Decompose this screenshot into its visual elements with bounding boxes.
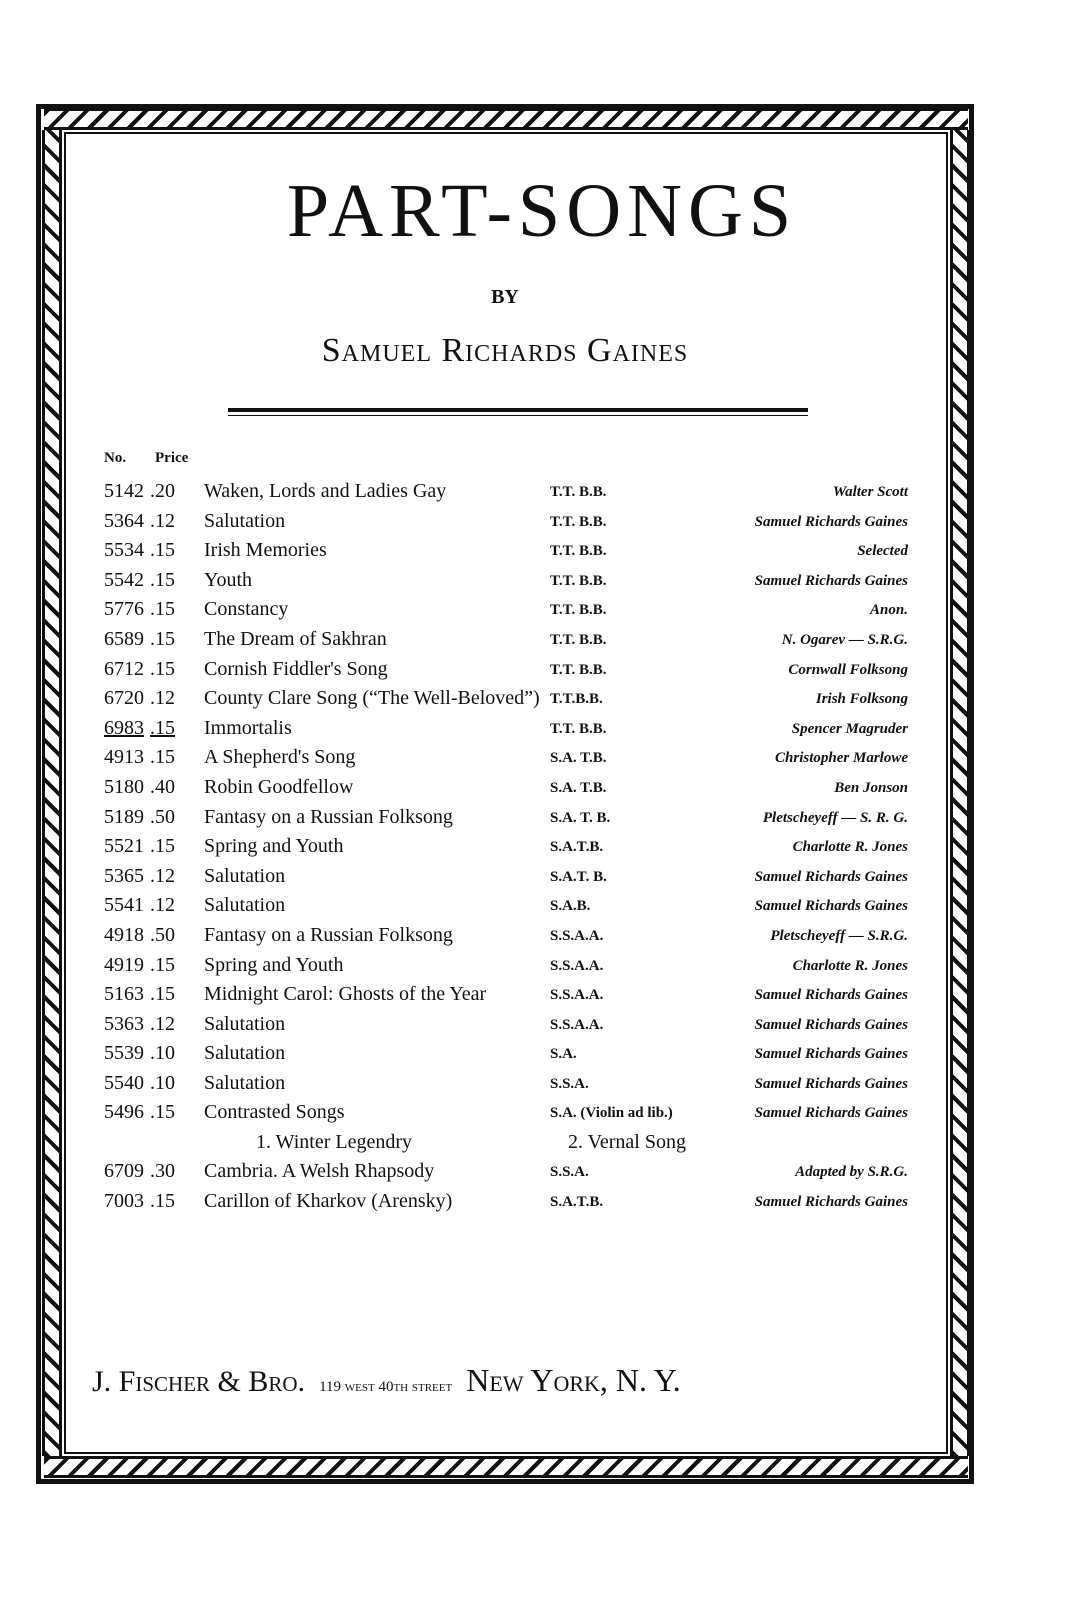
price: .12 bbox=[150, 687, 175, 710]
by-label: BY bbox=[491, 286, 519, 308]
song-title: Contrasted Songs bbox=[204, 1101, 345, 1124]
voicing: S.S.A.A. bbox=[550, 987, 604, 1004]
catalog-number: 5189 bbox=[104, 805, 144, 828]
publisher-city: New York, N. Y. bbox=[466, 1362, 681, 1398]
catalog-number: 5142 bbox=[104, 480, 144, 502]
catalog-entry bbox=[88, 685, 908, 715]
text-author: Adapted by S.R.G. bbox=[795, 1164, 908, 1181]
song-title: Youth bbox=[204, 568, 252, 591]
price: .50 bbox=[150, 923, 175, 946]
song-title: County Clare Song (“The Well-Beloved”) bbox=[204, 687, 540, 710]
price: .15 bbox=[150, 598, 175, 621]
text-author: Charlotte R. Jones bbox=[792, 839, 908, 856]
ornamental-border-left bbox=[42, 130, 62, 1456]
text-author: Christopher Marlowe bbox=[775, 750, 908, 767]
sub-song-title: 2. Vernal Song bbox=[568, 1131, 686, 1154]
page-title: PART-SONGS bbox=[286, 169, 798, 253]
catalog-entry bbox=[88, 833, 908, 863]
voicing: S.A. T.B. bbox=[550, 779, 607, 796]
contrasted-songs-parts bbox=[88, 1129, 908, 1158]
catalog-entry bbox=[88, 1188, 908, 1218]
voicing: S.A. T. B. bbox=[550, 809, 611, 826]
title-rule bbox=[228, 408, 808, 412]
catalog-entry bbox=[88, 981, 908, 1011]
voicing: S.A.T.B. bbox=[550, 839, 604, 856]
catalog-entry bbox=[88, 892, 908, 922]
column-header-no: No. bbox=[104, 450, 127, 466]
text-author: Samuel Richards Gaines bbox=[754, 513, 908, 530]
price: .30 bbox=[150, 1160, 175, 1183]
voicing: S.S.A. bbox=[550, 1164, 589, 1181]
voicing: S.A.B. bbox=[550, 898, 591, 915]
ornamental-border-top bbox=[44, 108, 968, 130]
song-title: A Shepherd's Song bbox=[204, 746, 356, 769]
song-title: Fantasy on a Russian Folksong bbox=[204, 805, 453, 828]
voicing: S.S.A.A. bbox=[550, 1016, 604, 1033]
song-title: Salutation bbox=[204, 894, 286, 917]
text-author: Samuel Richards Gaines bbox=[754, 572, 908, 589]
price: .15 bbox=[150, 953, 175, 976]
text-author: Spencer Magruder bbox=[791, 720, 908, 737]
catalog-entry bbox=[88, 863, 908, 893]
catalog-entry bbox=[88, 1040, 908, 1070]
catalog-entry bbox=[88, 656, 908, 686]
publisher-address: 119 west 40th street bbox=[319, 1379, 453, 1395]
catalog-number: 5776 bbox=[104, 598, 144, 621]
ornamental-border-right bbox=[950, 130, 970, 1456]
voicing: T.T. B.B. bbox=[550, 602, 607, 619]
voicing: T.T. B.B. bbox=[550, 631, 607, 648]
catalog-entry bbox=[88, 804, 908, 834]
price: .15 bbox=[150, 539, 175, 562]
song-title: Constancy bbox=[204, 598, 289, 621]
catalog-entry bbox=[88, 1158, 908, 1188]
text-author: Samuel Richards Gaines bbox=[754, 868, 908, 885]
song-title: Immortalis bbox=[204, 716, 292, 739]
catalog-number: 6589 bbox=[104, 627, 144, 650]
text-author: Samuel Richards Gaines bbox=[754, 987, 908, 1004]
voicing: T.T. B.B. bbox=[550, 543, 607, 560]
column-header-price: Price bbox=[155, 450, 189, 466]
voicing: S.A.T. B. bbox=[550, 868, 607, 885]
voicing: T.T. B.B. bbox=[550, 572, 607, 589]
voicing: S.A. T.B. bbox=[550, 750, 607, 767]
price: .15 bbox=[150, 568, 175, 591]
catalog-number: 5163 bbox=[104, 983, 144, 1006]
price: .15 bbox=[150, 746, 175, 769]
catalog-number: 4919 bbox=[104, 953, 144, 976]
catalog-entry bbox=[88, 537, 908, 567]
text-author: Charlotte R. Jones bbox=[792, 957, 908, 974]
text-author: Anon. bbox=[870, 602, 908, 619]
catalog-entry bbox=[88, 478, 908, 508]
price: .12 bbox=[150, 894, 175, 917]
text-author: Pletscheyeff — S. R. G. bbox=[762, 809, 908, 826]
price: .15 bbox=[150, 657, 175, 680]
price: .15 bbox=[150, 1101, 175, 1124]
song-title: Spring and Youth bbox=[204, 953, 344, 976]
voicing: S.A.T.B. bbox=[550, 1193, 604, 1210]
song-title: Cambria. A Welsh Rhapsody bbox=[204, 1160, 435, 1183]
catalog-entry bbox=[88, 626, 908, 656]
text-author: Walter Scott bbox=[832, 484, 908, 500]
song-title: Robin Goodfellow bbox=[204, 775, 354, 798]
publisher-footer bbox=[92, 1362, 912, 1399]
song-title: Midnight Carol: Ghosts of the Year bbox=[204, 983, 487, 1006]
price: .15 bbox=[150, 835, 175, 858]
song-title: Salutation bbox=[204, 864, 286, 887]
catalog-entry bbox=[88, 1099, 908, 1129]
song-title: Carillon of Kharkov (Arensky) bbox=[204, 1189, 453, 1212]
author-name: Samuel Richards Gaines bbox=[321, 332, 689, 369]
catalog-entry bbox=[88, 596, 908, 626]
text-author: Pletscheyeff — S.R.G. bbox=[770, 927, 908, 944]
song-title: Salutation bbox=[204, 1071, 286, 1094]
catalog-number: 5534 bbox=[104, 539, 144, 562]
voicing: T.T. B.B. bbox=[550, 484, 607, 500]
price: .12 bbox=[150, 509, 175, 532]
catalog-number: 5365 bbox=[104, 864, 144, 887]
publisher-name: J. Fischer & Bro. bbox=[92, 1365, 306, 1398]
text-author: Irish Folksong bbox=[815, 691, 908, 708]
catalog-number: 5542 bbox=[104, 568, 144, 591]
catalog-number: 5539 bbox=[104, 1042, 144, 1065]
text-author: Samuel Richards Gaines bbox=[754, 1016, 908, 1033]
text-author: Samuel Richards Gaines bbox=[754, 1193, 908, 1210]
price: .10 bbox=[150, 1042, 175, 1065]
catalog-number: 6983 bbox=[104, 716, 144, 739]
catalog-entry bbox=[88, 774, 908, 804]
catalog-number: 5541 bbox=[104, 894, 144, 917]
voicing: S.S.A. bbox=[550, 1075, 589, 1092]
voicing: S.S.A.A. bbox=[550, 927, 604, 944]
catalog-entry bbox=[88, 1070, 908, 1100]
song-title: Waken, Lords and Ladies Gay bbox=[204, 480, 447, 502]
catalog-number: 5363 bbox=[104, 1012, 144, 1035]
price: .40 bbox=[150, 775, 175, 798]
catalog-number: 4918 bbox=[104, 923, 144, 946]
catalog-entry bbox=[88, 567, 908, 597]
catalog-entry bbox=[88, 715, 908, 745]
voicing: T.T. B.B. bbox=[550, 720, 607, 737]
price: .50 bbox=[150, 805, 175, 828]
voicing: T.T.B.B. bbox=[550, 691, 603, 708]
price: .15 bbox=[150, 627, 175, 650]
catalog-number: 4913 bbox=[104, 746, 144, 769]
song-title: Spring and Youth bbox=[204, 835, 344, 858]
text-author: Samuel Richards Gaines bbox=[754, 898, 908, 915]
song-title: Salutation bbox=[204, 1012, 286, 1035]
ornamental-border-bottom bbox=[44, 1456, 968, 1478]
text-author: Samuel Richards Gaines bbox=[754, 1075, 908, 1092]
catalog-number: 6709 bbox=[104, 1160, 144, 1183]
catalog-number: 5364 bbox=[104, 509, 144, 532]
song-title: Salutation bbox=[204, 1042, 286, 1065]
price: .12 bbox=[150, 864, 175, 887]
catalog-number: 6712 bbox=[104, 657, 144, 680]
song-title: Salutation bbox=[204, 509, 286, 532]
price: .15 bbox=[150, 716, 175, 739]
price: .20 bbox=[150, 480, 175, 502]
text-author: Samuel Richards Gaines bbox=[754, 1105, 908, 1122]
price: .12 bbox=[150, 1012, 175, 1035]
voicing: T.T. B.B. bbox=[550, 661, 607, 678]
catalog-entry bbox=[88, 952, 908, 982]
price: .10 bbox=[150, 1071, 175, 1094]
voicing: S.A. bbox=[550, 1046, 577, 1063]
catalog-list bbox=[88, 478, 908, 1217]
catalog-number: 5521 bbox=[104, 835, 144, 858]
song-title: The Dream of Sakhran bbox=[204, 627, 387, 650]
title-rule-thin bbox=[228, 415, 808, 416]
voicing: S.A. (Violin ad lib.) bbox=[550, 1105, 673, 1122]
catalog-number: 5540 bbox=[104, 1071, 144, 1094]
text-author: Ben Jonson bbox=[834, 779, 908, 796]
text-author: Samuel Richards Gaines bbox=[754, 1046, 908, 1063]
price: .15 bbox=[150, 1189, 175, 1212]
catalog-number: 6720 bbox=[104, 687, 144, 710]
price: .15 bbox=[150, 983, 175, 1006]
song-title: Cornish Fiddler's Song bbox=[204, 657, 388, 680]
catalog-number: 5496 bbox=[104, 1101, 144, 1124]
text-author: N. Ogarev — S.R.G. bbox=[781, 631, 908, 648]
song-title: Fantasy on a Russian Folksong bbox=[204, 923, 453, 946]
catalog-entry bbox=[88, 922, 908, 952]
sub-song-title: 1. Winter Legendry bbox=[256, 1131, 412, 1154]
song-title: Irish Memories bbox=[204, 539, 327, 562]
catalog-number: 5180 bbox=[104, 775, 144, 798]
voicing: S.S.A.A. bbox=[550, 957, 604, 974]
catalog-entry bbox=[88, 1011, 908, 1041]
voicing: T.T. B.B. bbox=[550, 513, 607, 530]
text-author: Cornwall Folksong bbox=[788, 661, 908, 678]
text-author: Selected bbox=[857, 543, 908, 560]
catalog-entry bbox=[88, 744, 908, 774]
catalog-entry bbox=[88, 508, 908, 538]
catalog-number: 7003 bbox=[104, 1189, 144, 1212]
